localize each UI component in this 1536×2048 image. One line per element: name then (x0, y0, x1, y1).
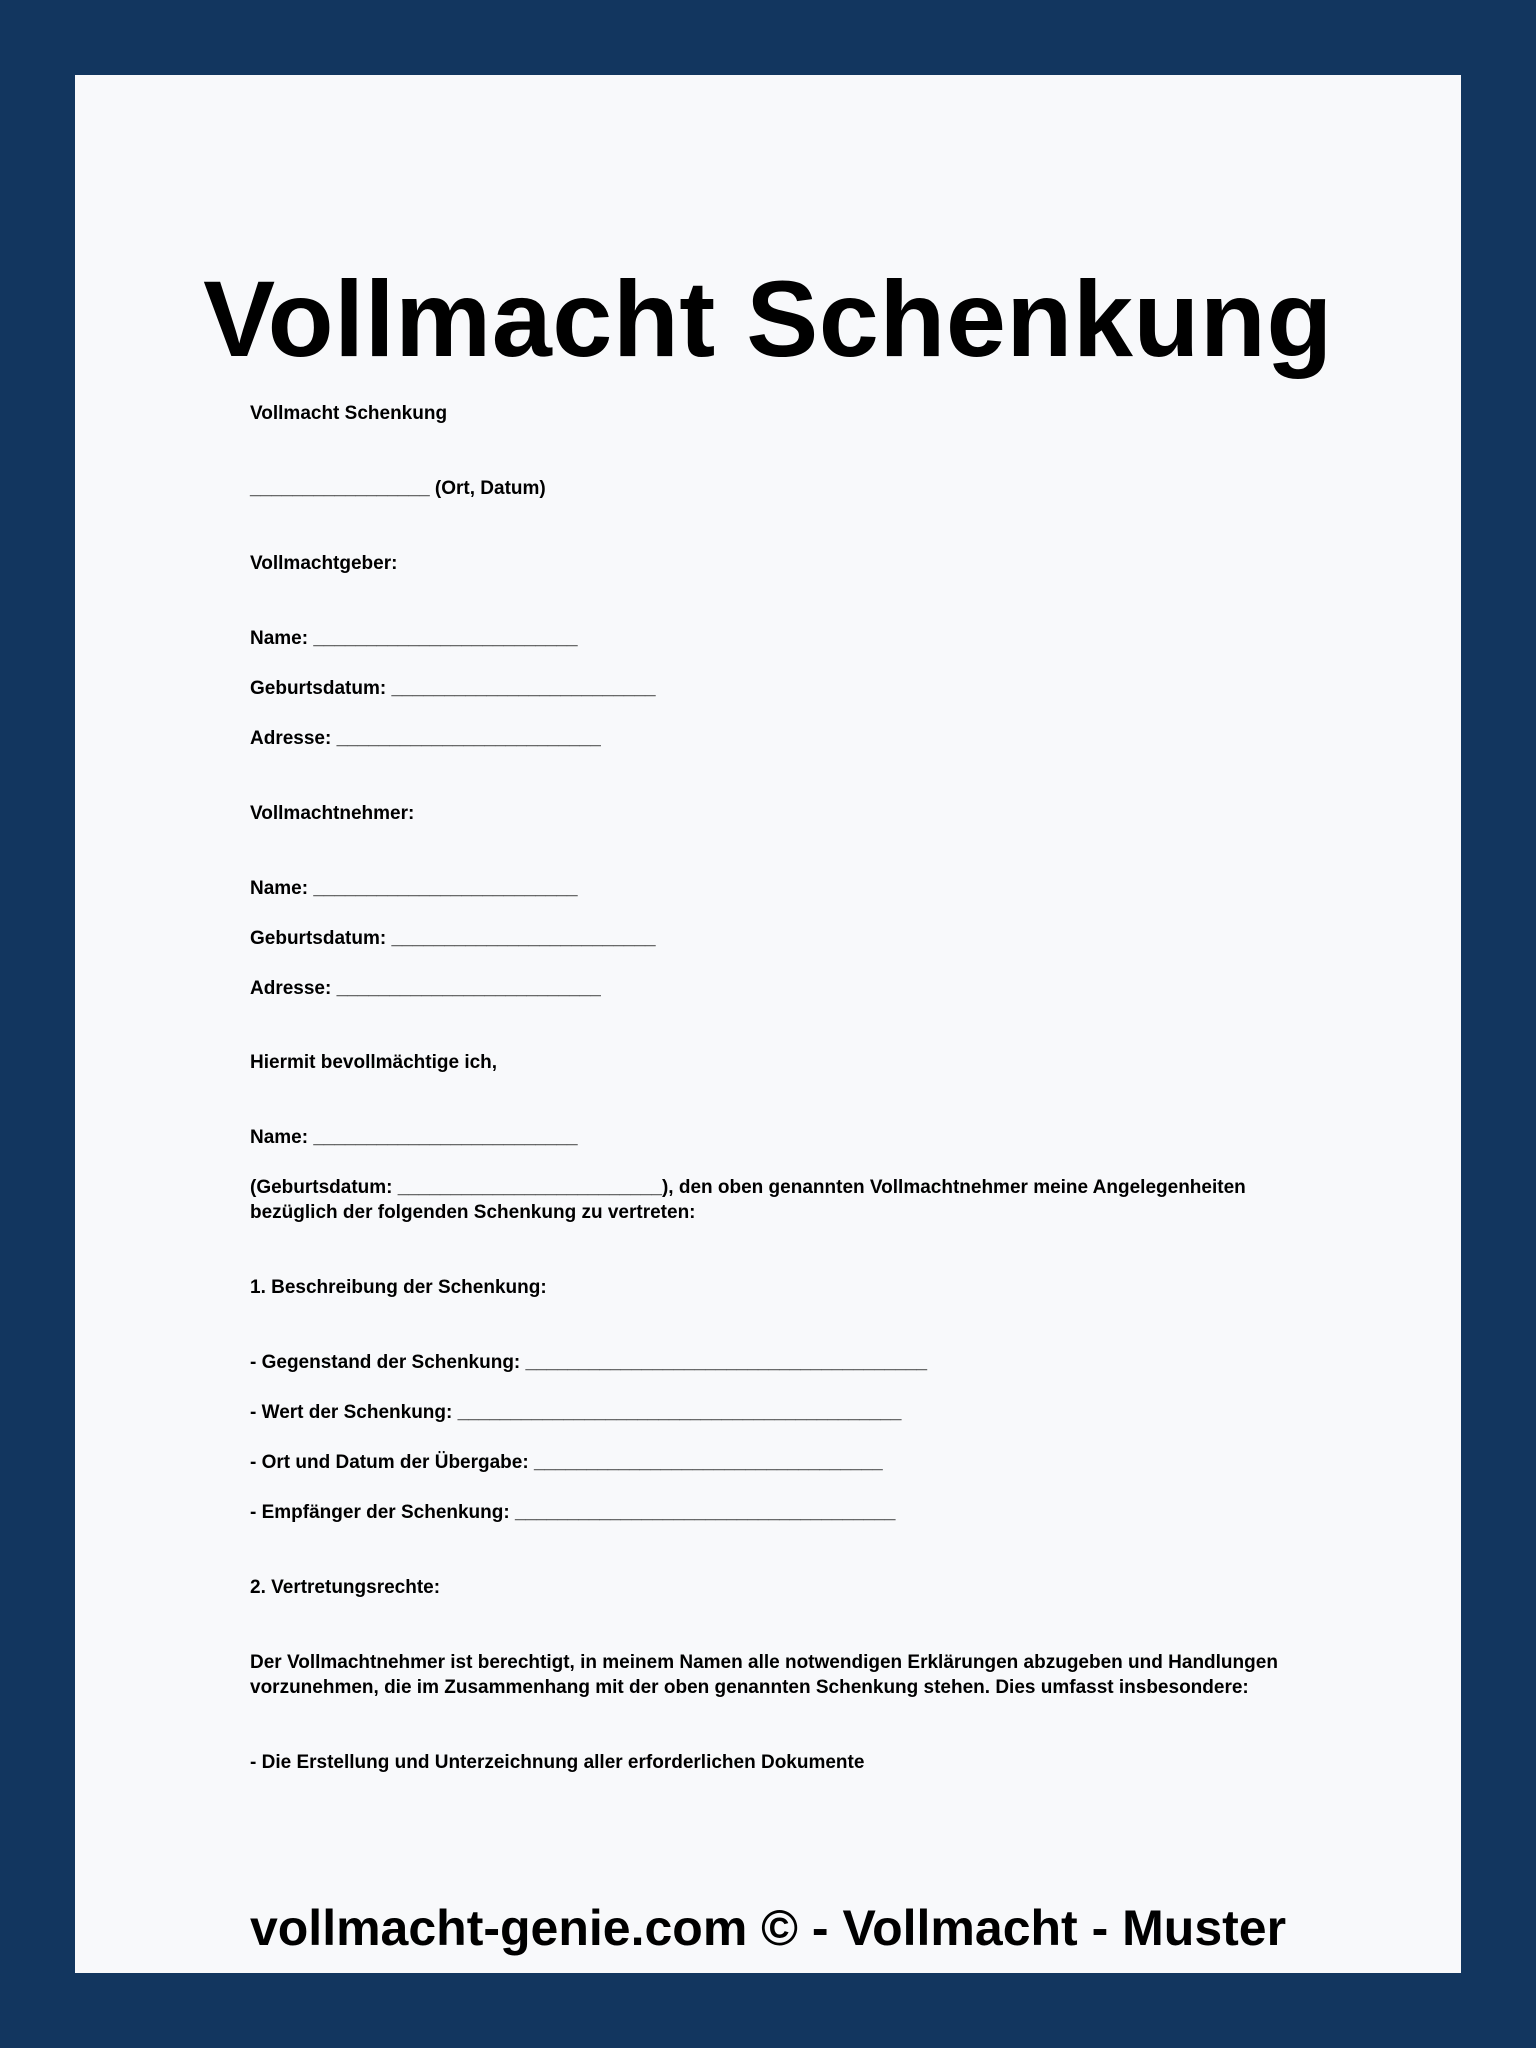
section-2-heading: 2. Vertretungsrechte: (250, 1577, 441, 1598)
attorney-address-field: Adresse: _________________________ (250, 978, 601, 999)
subtitle: Vollmacht Schenkung (250, 403, 448, 424)
document-page (75, 75, 1461, 1973)
section-1-heading: 1. Beschreibung der Schenkung: (250, 1277, 547, 1298)
place-date-line: _________________ (Ort, Datum) (250, 478, 546, 499)
attorney-heading: Vollmachtnehmer: (250, 803, 415, 824)
grantor-name-field: Name: _________________________ (250, 628, 578, 649)
authorization-paragraph: (Geburtsdatum: _________________________), den oben genannten Vollmachtnehmer meine Angelegenheiten bezüglich der folgenden Schenkung zu vertreten: (250, 1177, 1246, 1223)
gift-recipient-field: - Empfänger der Schenkung: ____________________________________ (250, 1502, 896, 1523)
footer-watermark: vollmacht-genie.com © - Vollmacht - Muster (249, 1900, 1287, 1956)
authorization-statement: Hiermit bevollmächtige ich, (250, 1052, 498, 1073)
attorney-birthdate-field: Geburtsdatum: _________________________ (250, 928, 656, 949)
attorney-name-field: Name: _________________________ (250, 878, 578, 899)
authorized-name-field: Name: _________________________ (250, 1127, 578, 1148)
grantor-birthdate-field: Geburtsdatum: _________________________ (250, 678, 656, 699)
documents-item: - Die Erstellung und Unterzeichnung aller erforderlichen Dokumente (250, 1752, 865, 1773)
handover-place-date-field: - Ort und Datum der Übergabe: _________________________________ (250, 1452, 883, 1473)
representation-rights-paragraph: Der Vollmachtnehmer ist berechtigt, in meinem Namen alle notwendigen Erklärungen abzugeben und Handlungen vorzunehmen, die im Zusammenhang mit der oben genannten Schenkung stehen. Dies umfasst insbesondere: (250, 1652, 1278, 1698)
grantor-address-field: Adresse: _________________________ (250, 728, 601, 749)
grantor-heading: Vollmachtgeber: (250, 553, 398, 574)
gift-value-field: - Wert der Schenkung: __________________________________________ (250, 1402, 902, 1423)
document-title: Vollmacht Schenkung (203, 258, 1333, 379)
gift-object-field: - Gegenstand der Schenkung: ______________________________________ (250, 1352, 928, 1373)
